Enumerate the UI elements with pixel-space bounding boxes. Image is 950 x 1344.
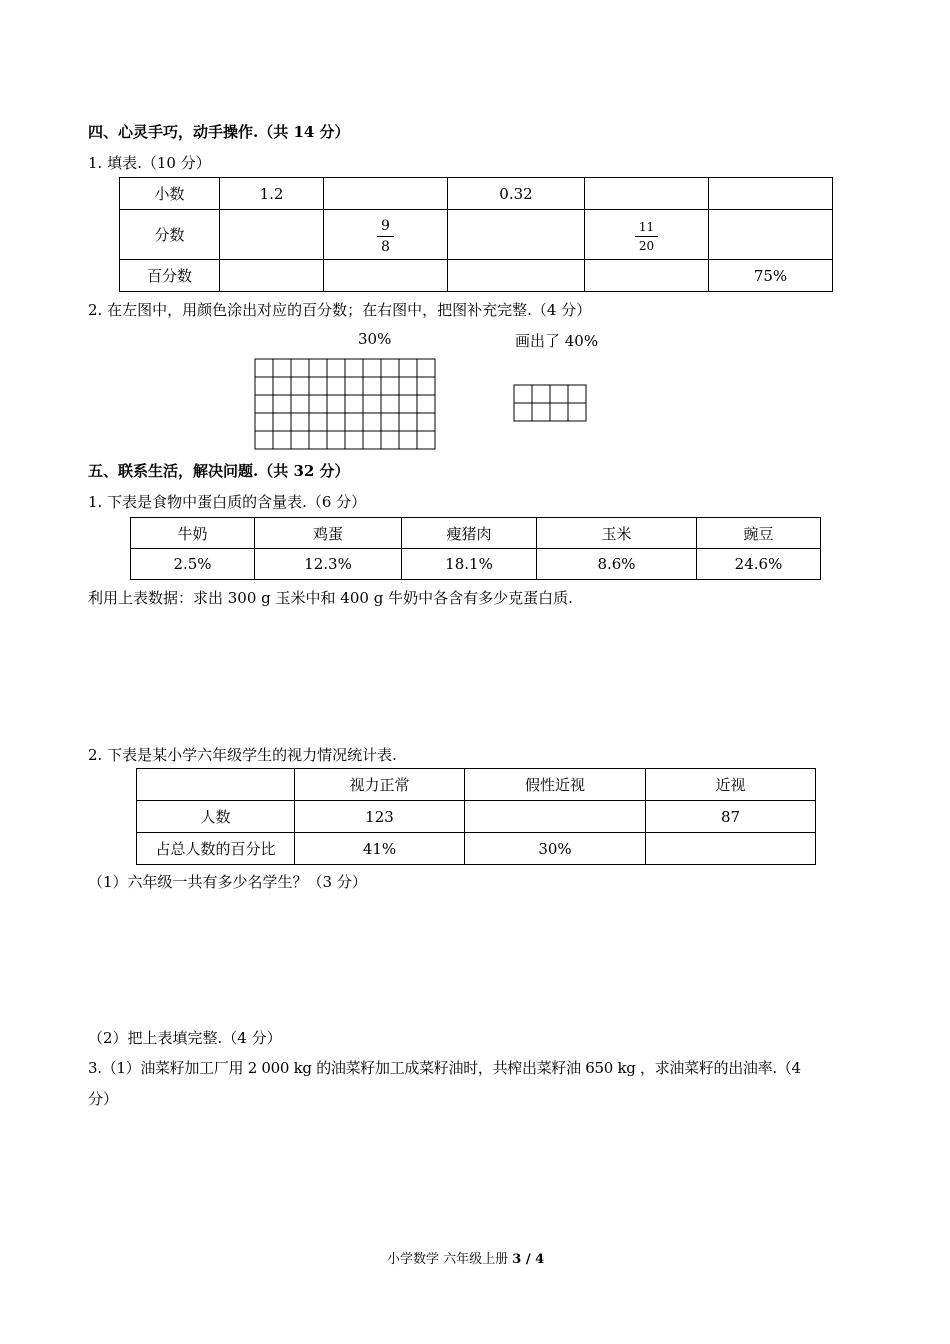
s5-q2-sub2: （2）把上表填完整.（4 分）: [88, 1029, 282, 1047]
table-cell: 87: [646, 801, 816, 833]
table-row: [137, 833, 816, 865]
grid-cell: [363, 377, 381, 395]
percent-grid-right: [513, 384, 588, 424]
grid-cell: [273, 413, 291, 431]
grid-cell: [327, 359, 345, 377]
column-header: [137, 769, 295, 801]
column-header: 近视: [646, 769, 816, 801]
grid-cell: [399, 431, 417, 449]
grid-cell: [417, 431, 435, 449]
grid-cell: [568, 385, 586, 403]
fraction: [377, 219, 394, 254]
section-5-title: 五、联系生活，解决问题.（共 32 分）: [88, 462, 350, 480]
right-grid-caption: 画出了 40%: [515, 332, 599, 350]
s5-q3-line1: 3.（1）油菜籽加工厂用 2 000 kg 的油菜籽加工成菜籽油时，共榨出菜籽油 650 kg ，求油菜籽的出油率.（4: [88, 1059, 801, 1077]
grid-cell: [345, 395, 363, 413]
percent-grid-left: [254, 358, 438, 452]
table-cell: 1.2: [220, 178, 324, 210]
section-4-title: 四、心灵手巧，动手操作.（共 14 分）: [88, 123, 350, 141]
table-cell: 0.32: [448, 178, 585, 210]
column-header: 豌豆: [697, 518, 821, 549]
grid-cell: [399, 395, 417, 413]
grid-cell: [273, 395, 291, 413]
table-cell: [709, 178, 833, 210]
grid-cell: [255, 395, 273, 413]
table-cell: [448, 210, 585, 260]
s5-q2-label: 2. 下表是某小学六年级学生的视力情况统计表.: [88, 746, 397, 764]
grid-cell: [417, 377, 435, 395]
footer-text: 小学数学 六年级上册: [387, 1252, 513, 1267]
grid-cell: [514, 385, 532, 403]
grid-cell: [381, 377, 399, 395]
grid-cell: [327, 413, 345, 431]
grid-cell: [327, 431, 345, 449]
grid-cell: [309, 413, 327, 431]
column-header: 牛奶: [131, 518, 255, 549]
table-cell: 30%: [465, 833, 646, 865]
fraction-denominator: 20: [638, 239, 655, 253]
grid-cell: [345, 431, 363, 449]
grid-cell: [309, 431, 327, 449]
s5-q1-question: 利用上表数据：求出 300 g 玉米中和 400 g 牛奶中各含有多少克蛋白质.: [88, 589, 573, 607]
left-grid-caption: 30%: [358, 330, 392, 348]
table-row: [131, 549, 821, 580]
row-header: 小数: [120, 178, 220, 210]
percent-row: [120, 260, 833, 292]
table-cell: [220, 210, 324, 260]
s5-q2-sub1: （1）六年级一共有多少名学生？（3 分）: [88, 873, 367, 891]
fraction-denominator: 8: [381, 238, 390, 255]
table-cell: [324, 210, 448, 260]
table-cell: 8.6%: [537, 549, 697, 580]
grid-cell: [532, 403, 550, 421]
table-cell: 41%: [295, 833, 465, 865]
grid-cell: [399, 359, 417, 377]
table-cell: [585, 260, 709, 292]
table-row: [137, 801, 816, 833]
grid-cell: [550, 403, 568, 421]
grid-cell: [363, 413, 381, 431]
grid-cell: [532, 385, 550, 403]
table-cell: [709, 210, 833, 260]
grid-cell: [309, 395, 327, 413]
grid-cell: [417, 359, 435, 377]
grid-cell: [291, 359, 309, 377]
table-cell: 12.3%: [255, 549, 402, 580]
grid-cell: [255, 413, 273, 431]
table-cell: [448, 260, 585, 292]
grid-cell: [381, 395, 399, 413]
conversion-table: [119, 177, 833, 292]
table-cell: 2.5%: [131, 549, 255, 580]
row-header: 人数: [137, 801, 295, 833]
grid-cell: [514, 403, 532, 421]
table-cell: 75%: [709, 260, 833, 292]
table-cell: [646, 833, 816, 865]
row-header: 占总人数的百分比: [137, 833, 295, 865]
page-number: 3 / 4: [512, 1252, 545, 1267]
column-header: 鸡蛋: [255, 518, 402, 549]
grid-cell: [363, 359, 381, 377]
grid-cell: [399, 377, 417, 395]
grid-cell: [381, 431, 399, 449]
grid-cell: [363, 431, 381, 449]
row-header: 百分数: [120, 260, 220, 292]
fraction-numerator: 11: [635, 221, 658, 237]
page-footer: [387, 1248, 544, 1267]
table-cell: [324, 260, 448, 292]
fraction-numerator: 9: [377, 219, 394, 237]
fraction: [635, 221, 658, 252]
grid-cell: [345, 359, 363, 377]
grid-cell: [309, 359, 327, 377]
grid-cell: [255, 359, 273, 377]
grid-cell: [255, 431, 273, 449]
grid-cell: [550, 385, 568, 403]
q1-label: 1. 填表.（10 分）: [88, 154, 211, 172]
row-header: 分数: [120, 210, 220, 260]
grid-cell: [255, 377, 273, 395]
grid-cell: [291, 377, 309, 395]
q2-label: 2. 在左图中，用颜色涂出对应的百分数；在右图中，把图补充完整.（4 分）: [88, 301, 592, 319]
fraction-row: [120, 210, 833, 260]
grid-cell: [417, 395, 435, 413]
table-cell: 123: [295, 801, 465, 833]
grid-cell: [291, 431, 309, 449]
table-cell: [220, 260, 324, 292]
s5-q3-line2: 分）: [88, 1090, 119, 1108]
column-header: 瘦猪肉: [402, 518, 537, 549]
grid-cell: [273, 431, 291, 449]
grid-cell: [381, 359, 399, 377]
column-header: 视力正常: [295, 769, 465, 801]
grid-cell: [273, 359, 291, 377]
vision-table: [136, 768, 816, 865]
grid-cell: [291, 395, 309, 413]
grid-cell: [327, 395, 345, 413]
s5-q1-label: 1. 下表是食物中蛋白质的含量表.（6 分）: [88, 493, 367, 511]
grid-cell: [399, 413, 417, 431]
grid-cell: [345, 377, 363, 395]
table-cell: [465, 801, 646, 833]
grid-cell: [327, 377, 345, 395]
grid-cell: [273, 377, 291, 395]
grid-cell: [309, 377, 327, 395]
table-header-row: [137, 769, 816, 801]
table-cell: [585, 210, 709, 260]
grid-cell: [381, 413, 399, 431]
column-header: 玉米: [537, 518, 697, 549]
table-cell: 24.6%: [697, 549, 821, 580]
table-cell: [585, 178, 709, 210]
table-cell: [324, 178, 448, 210]
grid-cell: [363, 395, 381, 413]
table-cell: 18.1%: [402, 549, 537, 580]
decimal-row: [120, 178, 833, 210]
column-header: 假性近视: [465, 769, 646, 801]
table-header-row: [131, 518, 821, 549]
grid-cell: [568, 403, 586, 421]
grid-cell: [417, 413, 435, 431]
grid-cell: [345, 413, 363, 431]
grid-cell: [291, 413, 309, 431]
protein-table: [130, 517, 821, 580]
